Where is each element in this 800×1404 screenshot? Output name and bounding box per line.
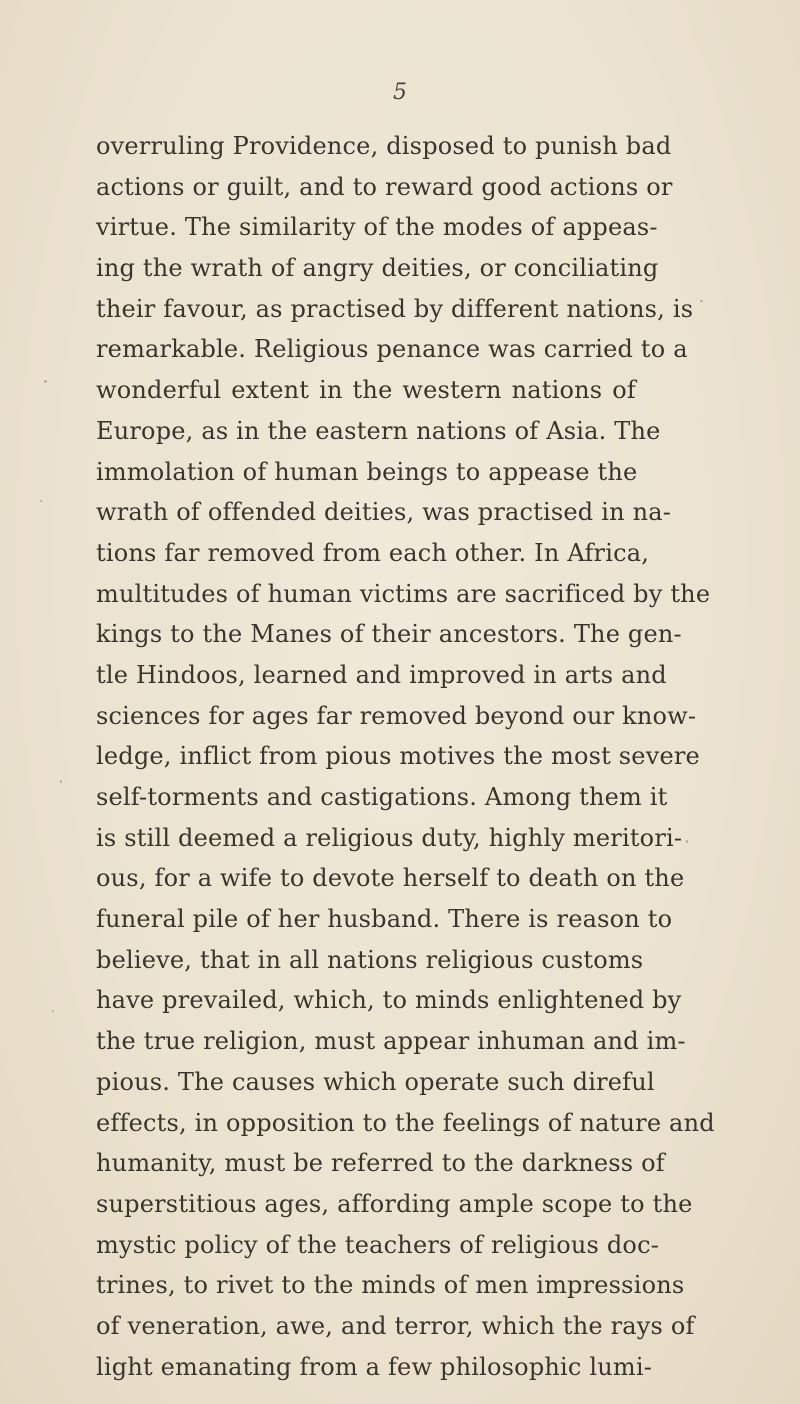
paper-speck bbox=[44, 380, 47, 383]
text-line: kings to the Manes of their ancestors. The gen- bbox=[96, 620, 682, 649]
page-number: 5 bbox=[393, 80, 407, 105]
text-line: actions or guilt, and to reward good actions or bbox=[96, 172, 673, 201]
body-text bbox=[96, 126, 715, 1387]
text-line: their favour, as practised by different nations, is bbox=[96, 294, 694, 323]
paper-speck bbox=[700, 300, 703, 302]
text-line: ledge, inflict from pious motives the most severe bbox=[96, 742, 700, 771]
text-line: is still deemed a religious duty, highly meritori- bbox=[96, 823, 683, 852]
text-line: of veneration, awe, and terror, which the rays of bbox=[96, 1311, 695, 1340]
text-line: tions far removed from each other. In Africa, bbox=[96, 538, 650, 567]
text-line: self-torments and castigations. Among them it bbox=[96, 783, 668, 811]
text-line: tle Hindoos, learned and improved in arts and bbox=[96, 660, 667, 689]
text-line: wonderful extent in the western nations of bbox=[96, 376, 636, 405]
paper-speck bbox=[686, 840, 688, 843]
text-line: mystic policy of the teachers of religious doc- bbox=[96, 1230, 660, 1259]
text-line: multitudes of human victims are sacrificed by the bbox=[96, 579, 711, 608]
text-line: have prevailed, which, to minds enlightened by bbox=[96, 986, 682, 1015]
text-line: sciences for ages far removed beyond our know- bbox=[96, 701, 697, 730]
text-line: the true religion, must appear inhuman and im- bbox=[96, 1027, 686, 1056]
text-line: virtue. The similarity of the modes of appeas- bbox=[96, 213, 658, 242]
text-line: ing the wrath of angry deities, or conciliating bbox=[96, 254, 659, 283]
text-line: humanity, must be referred to the darkness of bbox=[96, 1149, 665, 1178]
text-line: trines, to rivet to the minds of men impressions bbox=[96, 1271, 685, 1300]
text-line: light emanating from a few philosophic lumi- bbox=[96, 1352, 653, 1381]
text-line: immolation of human beings to appease the bbox=[96, 457, 638, 486]
text-line: overruling Providence, disposed to punish bad bbox=[96, 132, 672, 160]
text-line: pious. The causes which operate such direful bbox=[96, 1067, 655, 1096]
text-line: effects, in opposition to the feelings of nature and bbox=[96, 1108, 715, 1137]
text-line: Europe, as in the eastern nations of Asia. The bbox=[96, 416, 661, 445]
text-line: ous, for a wife to devote herself to death on the bbox=[96, 864, 685, 893]
text-line: funeral pile of her husband. There is reason to bbox=[96, 905, 673, 934]
text-line: believe, that in all nations religious customs bbox=[96, 945, 644, 974]
text-line: superstitious ages, affording ample scope to the bbox=[96, 1189, 693, 1218]
text-line: wrath of offended deities, was practised in na- bbox=[96, 498, 672, 527]
paper-speck bbox=[40, 500, 42, 502]
paper-speck bbox=[60, 780, 62, 783]
text-line: remarkable. Religious penance was carried to a bbox=[96, 335, 688, 364]
paper-speck bbox=[52, 1010, 54, 1012]
